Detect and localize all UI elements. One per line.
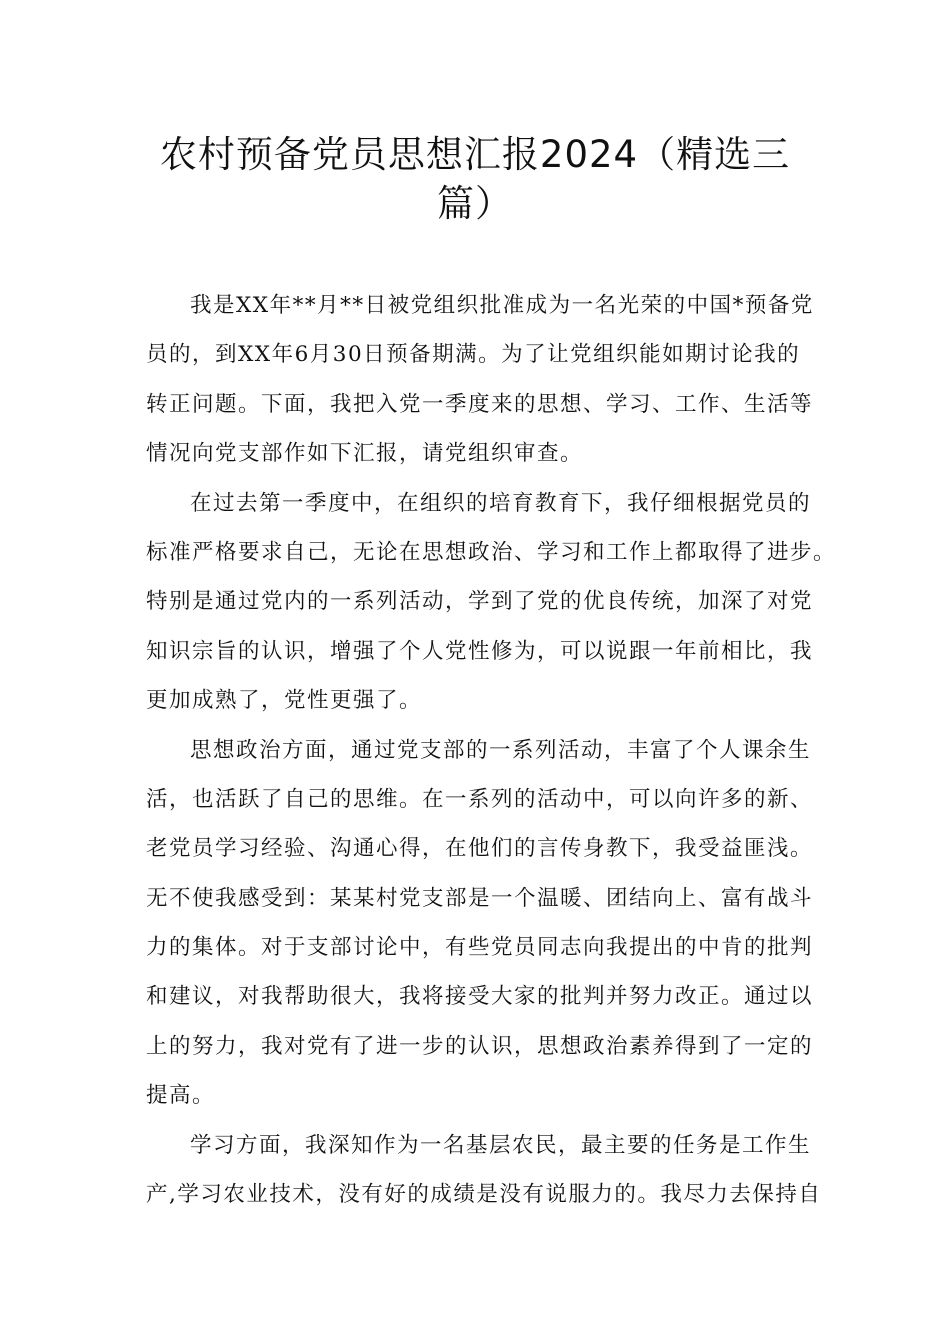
document-body [146, 281, 837, 1219]
text-line: 知识宗旨的认识，增强了个人党性修为，可以说跟一年前相比，我 [146, 638, 814, 664]
text-line: 活，也活跃了自己的思维。在一系列的活动中，可以向许多的新、 [146, 786, 814, 812]
text-line: 情况向党支部作如下汇报，请党组织审查。 [146, 441, 584, 467]
paragraph-3 [146, 726, 814, 1121]
title-line: 篇） [437, 182, 513, 225]
text-line: 和建议，对我帮助很大，我将接受大家的批判并努力改正。通过以 [146, 984, 814, 1010]
text-line: 提高。 [146, 1083, 216, 1109]
text-line: 思想政治方面，通过党支部的一系列活动，丰富了个人课余生 [190, 737, 812, 763]
text-line: 转正问题。下面，我把入党一季度来的思想、学习、工作、生活等 [146, 391, 814, 417]
text-line: 无不使我感受到：某某村党支部是一个温暖、团结向上、富有战斗 [146, 885, 814, 911]
text-line: 标准严格要求自己，无论在思想政治、学习和工作上都取得了进步。 [146, 539, 837, 565]
title-line: 农村预备党员思想汇报2024（精选三 [159, 133, 791, 176]
text-line: 老党员学习经验、沟通心得，在他们的言传身教下，我受益匪浅。 [146, 836, 814, 862]
text-line: 我是XX年**月**日被党组织批准成为一名光荣的中国*预备党 [190, 293, 814, 318]
document-title [120, 130, 830, 228]
text-line: 上的努力，我对党有了进一步的认识，思想政治素养得到了一定的 [146, 1033, 814, 1059]
text-line: 产,学习农业技术，没有好的成绩是没有说服力的。我尽力去保持自 [146, 1182, 822, 1208]
text-line: 力的集体。对于支部讨论中，有些党员同志向我提出的中肯的批判 [146, 935, 814, 961]
text-line: 在过去第一季度中，在组织的培育教育下，我仔细根据党员的 [190, 490, 812, 516]
paragraph-1 [146, 281, 814, 479]
text-line: 学习方面，我深知作为一名基层农民，最主要的任务是工作生 [190, 1132, 812, 1158]
text-line: 特别是通过党内的一系列活动，学到了党的优良传统，加深了对党 [146, 589, 814, 615]
text-line: 更加成熟了，党性更强了。 [146, 688, 423, 714]
paragraph-2 [146, 479, 837, 726]
paragraph-4 [146, 1121, 822, 1220]
text-line: 员的，到XX年6月30日预备期满。为了让党组织能如期讨论我的 [146, 342, 801, 368]
